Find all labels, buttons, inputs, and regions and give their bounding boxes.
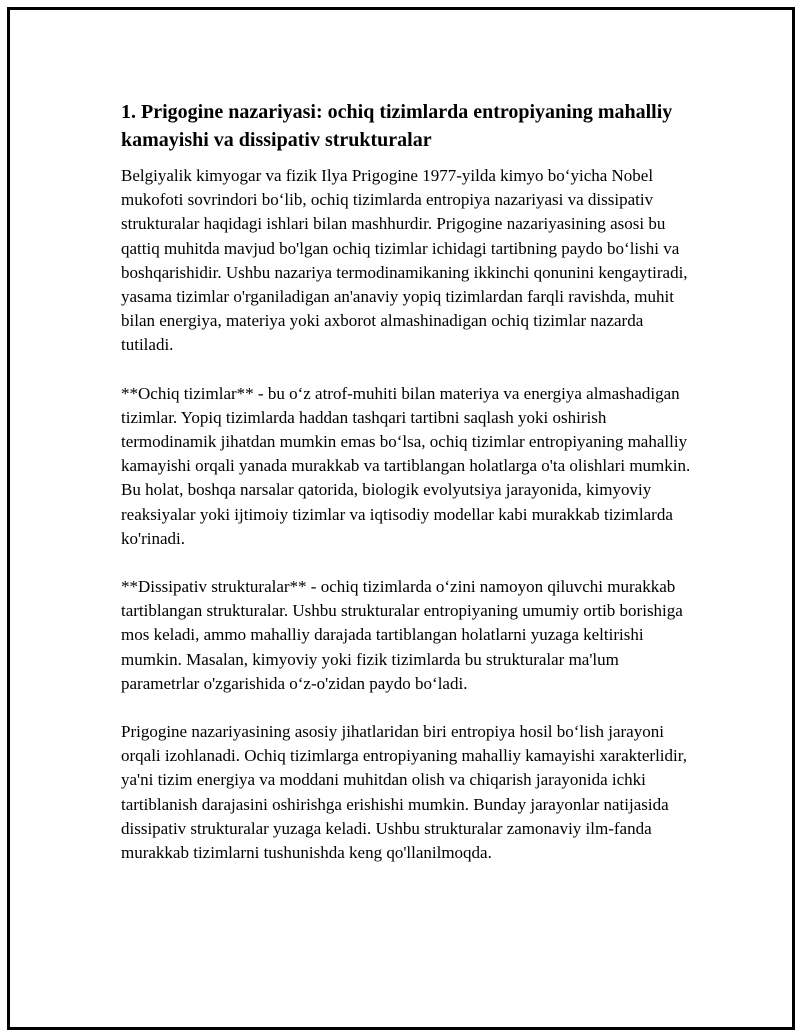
paragraph-entropy-production: Prigogine nazariyasining asosiy jihatlaridan biri entropiya hosil bo‘lish jarayoni orqali izohlanadi. Ochiq tizimlarga entropiyaning mahalliy kamayishi xarakterlidir, ya'ni tizim energiya va moddani muhitdan olish va chiqarish jarayonida ichki tartiblanish darajasini oshirishga erishishi mumkin. Bunday jarayonlar natijasida dissipativ strukturalar yuzaga keladi. Ushbu strukturalar zamonaviy ilm-fanda murakkab tizimlarni tushunishda keng qo'llanilmoqda. xyxy=(121,722,687,863)
paragraph-intro: Belgiyalik kimyogar va fizik Ilya Prigogine 1977-yilda kimyo bo‘yicha Nobel mukofoti sovrindori bo‘lib, ochiq tizimlarda entropiya nazariyasi va dissipativ strukturalar haqidagi ishlari bilan mashhurdir. Prigogine nazariyasining asosi bu qattiq muhitda mavjud bo'lgan ochiq tizimlar ichidagi tartibning paydo bo‘lishi va boshqarishidir. Ushbu nazariya termodinamikaning ikkinchi qonunini kengaytiradi, yasama tizimlar o'rganiladigan an'anaviy yopiq tizimlardan farqli ravishda, muhit bilan energiya, materiya yoki axborot almashinadigan ochiq tizimlar nazarda tutiladi. xyxy=(121,166,688,355)
document-body xyxy=(121,98,691,889)
page-frame xyxy=(7,7,795,1030)
document-title: 1. Prigogine nazariyasi: ochiq tizimlarda entropiyaning mahalliy kamayishi va dissipativ strukturalar xyxy=(121,101,673,151)
paragraph-dissipative-structures: **Dissipativ strukturalar** - ochiq tizimlarda o‘zini namoyon qiluvchi murakkab tartiblangan strukturalar. Ushbu strukturalar entropiyaning umumiy ortib borishiga mos keladi, ammo mahalliy darajada tartiblangan holatlarni yuzaga keltirishi mumkin. Masalan, kimyoviy yoki fizik tizimlarda bu strukturalar ma'lum parametrlar o'zgarishida o‘z-o'zidan paydo bo‘ladi. xyxy=(121,577,683,693)
paragraph-open-systems: **Ochiq tizimlar** - bu o‘z atrof-muhiti bilan materiya va energiya almashadigan tizimlar. Yopiq tizimlarda haddan tashqari tartibni saqlash yoki oshirish termodinamik jihatdan mumkin emas bo‘lsa, ochiq tizimlar entropiyaning mahalliy kamayishi orqali yanada murakkab va tartiblangan holatlarga o'ta olishlari mumkin. Bu holat, boshqa narsalar qatorida, biologik evolyutsiya jarayonida, kimyoviy reaksiyalar yoki ijtimoiy tizimlar va iqtisodiy modellar kabi murakkab tizimlarda ko'rinadi. xyxy=(121,383,691,548)
